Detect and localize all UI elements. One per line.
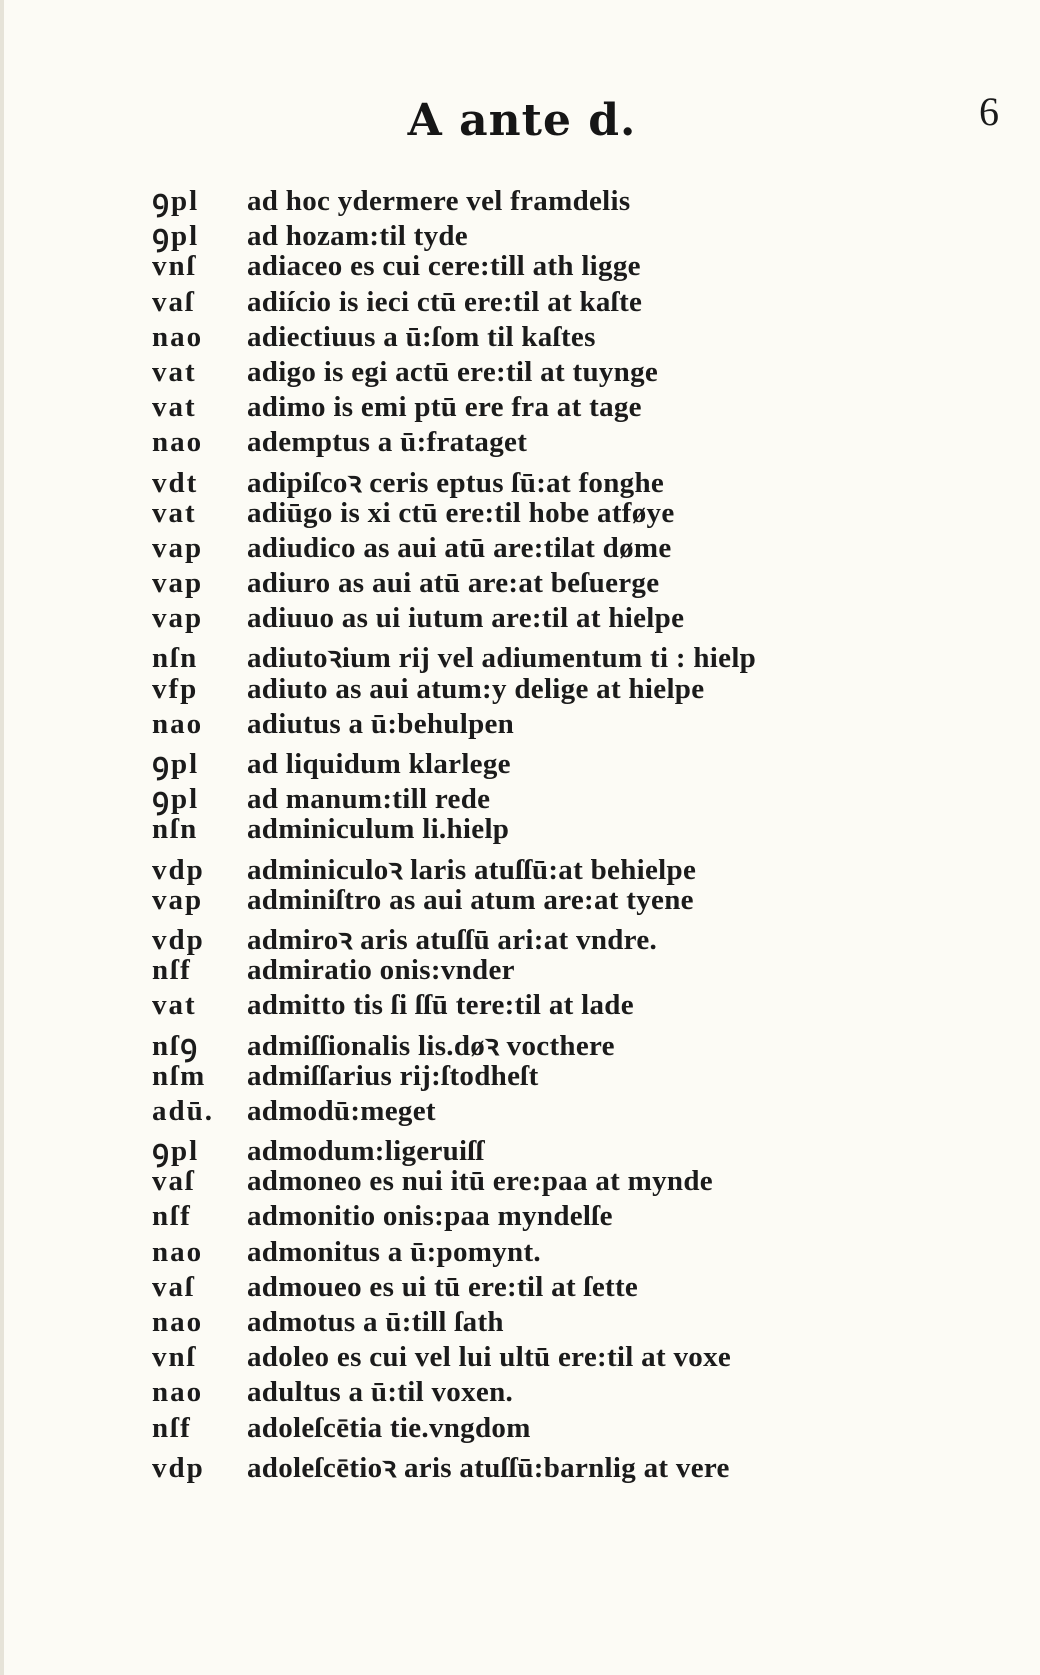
entry-grammar-code: nſn: [152, 642, 199, 675]
entry-text: adiuuo as ui iutum are:til at hielpe: [247, 602, 685, 635]
entry-text: ad hozam:til tyde: [247, 220, 468, 253]
entry-grammar-code: vat: [152, 391, 197, 424]
entry-grammar-code: nſf: [152, 1411, 192, 1444]
dictionary-entry: [152, 321, 1022, 356]
dictionary-entry: [152, 286, 1022, 321]
entry-text: ademptus a ū:frataget: [247, 426, 528, 459]
dictionary-entry: [152, 919, 1022, 954]
entry-grammar-code: vat: [152, 355, 197, 388]
dictionary-entry: [152, 1306, 1022, 1341]
entry-text: adiuro as aui atū are:at beſuerge: [247, 567, 660, 600]
entry-grammar-code: vaſ: [152, 1165, 196, 1198]
entry-grammar-code: vfp: [152, 672, 199, 705]
entry-grammar-code: vdp: [152, 1451, 205, 1484]
entry-grammar-code: nao: [152, 1376, 204, 1409]
entry-grammar-code: vap: [152, 531, 204, 564]
entry-grammar-code: nao: [152, 707, 204, 740]
entry-grammar-code: vdp: [152, 923, 205, 956]
entry-text: adiício is ieci ctū ere:til at kaſte: [247, 285, 643, 318]
dictionary-entry: [152, 1200, 1022, 1235]
entry-text: admiſſionalis lis.døꝛ vocthere: [247, 1029, 615, 1062]
entry-grammar-code: vap: [152, 567, 204, 600]
entry-text: admiſſarius rij:ſtodheſt: [247, 1059, 539, 1092]
dictionary-entry: [152, 708, 1022, 743]
dictionary-entry: [152, 1130, 1022, 1168]
entry-text: adminiculum li.hielp: [247, 813, 510, 846]
dictionary-entry: [152, 356, 1022, 391]
entry-grammar-code: vap: [152, 602, 204, 635]
dictionary-entry: [152, 250, 1022, 285]
entry-text: adoleſcētia tie.vngdom: [247, 1411, 531, 1444]
entry-text: ad manum:till rede: [247, 783, 491, 816]
entry-grammar-code: vnſ: [152, 250, 197, 283]
dictionary-entry: [152, 426, 1022, 461]
entry-text: adiectiuus a ū:ſom til kaſtes: [247, 320, 596, 353]
entry-grammar-code: vat: [152, 496, 197, 529]
dictionary-entry: [152, 989, 1022, 1024]
entry-grammar-code: vat: [152, 989, 197, 1022]
dictionary-entry: [152, 602, 1022, 637]
dictionary-entry: [152, 813, 1022, 848]
entry-text: ad liquidum klarlege: [247, 748, 511, 780]
entry-text: ad hoc ydermere vel framdelis: [247, 185, 631, 217]
dictionary-entry: [152, 1376, 1022, 1411]
entry-grammar-code: nao: [152, 1235, 204, 1268]
dictionary-entry: [152, 567, 1022, 602]
entry-text: admiratio onis:vnder: [247, 954, 515, 987]
dictionary-entry: [152, 462, 1022, 497]
entry-grammar-code: nao: [152, 320, 204, 353]
entry-grammar-code: nſf: [152, 1200, 192, 1233]
dictionary-entry: [152, 1236, 1022, 1271]
entry-text: admodum:ligeruiſſ: [247, 1135, 485, 1168]
entry-text: adminiculoꝛ laris atuſſū:at behielpe: [247, 853, 697, 886]
entry-grammar-code: nſn: [152, 813, 199, 846]
dictionary-entry: [152, 180, 1022, 215]
dictionary-entry: [152, 884, 1022, 919]
dictionary-entry: [152, 1165, 1022, 1200]
dictionary-entry: [152, 673, 1022, 708]
dictionary-entry: [152, 1341, 1022, 1376]
entry-text: adipiſcoꝛ ceris eptus ſū:at fonghe: [247, 466, 665, 499]
entry-text: admoneo es nui itū ere:paa at mynde: [247, 1165, 713, 1198]
entry-text: admitto tis ſi ſſū tere:til at lade: [247, 989, 634, 1022]
dictionary-entry: [152, 391, 1022, 426]
entry-text: admoueo es ui tū ere:til at ſette: [247, 1270, 639, 1303]
dictionary-entry: [152, 1060, 1022, 1095]
dictionary-entry: [152, 1412, 1022, 1447]
entry-grammar-code: nſm: [152, 1059, 207, 1092]
entry-text: adiutus a ū:behulpen: [247, 707, 515, 740]
entry-text: adiaceo es cui cere:till ath ligge: [247, 250, 641, 283]
page-number: 6: [979, 89, 999, 134]
entry-grammar-code: nao: [152, 1306, 204, 1338]
dictionary-entry: [152, 532, 1022, 567]
dictionary-entry: [152, 1025, 1022, 1060]
entry-text: admonitus a ū:pomynt.: [247, 1235, 541, 1268]
entry-grammar-code: adū.: [152, 1094, 215, 1127]
entry-grammar-code: vdt: [152, 466, 199, 499]
entry-text: admonitio onis:paa myndelſe: [247, 1200, 613, 1233]
entry-grammar-code: ꝯpl: [152, 220, 200, 253]
entry-text: adultus a ū:til voxen.: [247, 1376, 514, 1409]
dictionary-entry: [152, 1095, 1022, 1130]
entry-text: admiroꝛ aris atuſſū ari:at vndre.: [247, 923, 658, 956]
entry-grammar-code: vdp: [152, 853, 205, 886]
entry-text: admodū:meget: [247, 1094, 436, 1127]
dictionary-entry: [152, 637, 1022, 675]
entry-text: adoleo es cui vel lui ultū ere:til at voxe: [247, 1341, 732, 1374]
entry-grammar-code: vnſ: [152, 1341, 197, 1374]
entry-grammar-code: vaſ: [152, 285, 196, 318]
dictionary-entry: [152, 1447, 1022, 1482]
entry-grammar-code: ꝯpl: [152, 748, 200, 780]
page-heading: A ante d.: [407, 95, 637, 146]
entry-grammar-code: nſf: [152, 954, 192, 987]
entry-grammar-code: vaſ: [152, 1270, 196, 1303]
dictionary-entry: [152, 215, 1022, 253]
entry-text: adminiſtro as aui atum are:at tyene: [247, 883, 694, 916]
entry-grammar-code: vap: [152, 883, 204, 916]
entry-grammar-code: nſꝯ: [152, 1029, 200, 1062]
entry-grammar-code: ꝯpl: [152, 783, 200, 816]
dictionary-entry: [152, 849, 1022, 884]
entry-text: adimo is emi ptū ere fra at tage: [247, 391, 642, 424]
entry-grammar-code: nao: [152, 426, 204, 459]
entry-grammar-code: ꝯpl: [152, 185, 200, 217]
dictionary-entry: [152, 954, 1022, 989]
dictionary-entry: [152, 743, 1022, 778]
entry-text: adiudico as aui atū are:tilat døme: [247, 531, 672, 564]
entry-text: admotus a ū:till ſath: [247, 1306, 504, 1338]
entry-text: adiuto as aui atum:y delige at hielpe: [247, 672, 705, 705]
dictionary-entry: [152, 497, 1022, 532]
dictionary-entry: [152, 778, 1022, 816]
dictionary-entry: [152, 1271, 1022, 1306]
entry-list: [152, 180, 1022, 1482]
entry-text: adiutoꝛium rij vel adiumentum ti : hielp: [247, 642, 757, 675]
entry-text: adoleſcētioꝛ aris atuſſū:barnlig at vere: [247, 1451, 730, 1484]
entry-text: adigo is egi actū ere:til at tuynge: [247, 355, 659, 388]
entry-grammar-code: ꝯpl: [152, 1135, 200, 1168]
entry-text: adiūgo is xi ctū ere:til hobe atføye: [247, 496, 675, 529]
